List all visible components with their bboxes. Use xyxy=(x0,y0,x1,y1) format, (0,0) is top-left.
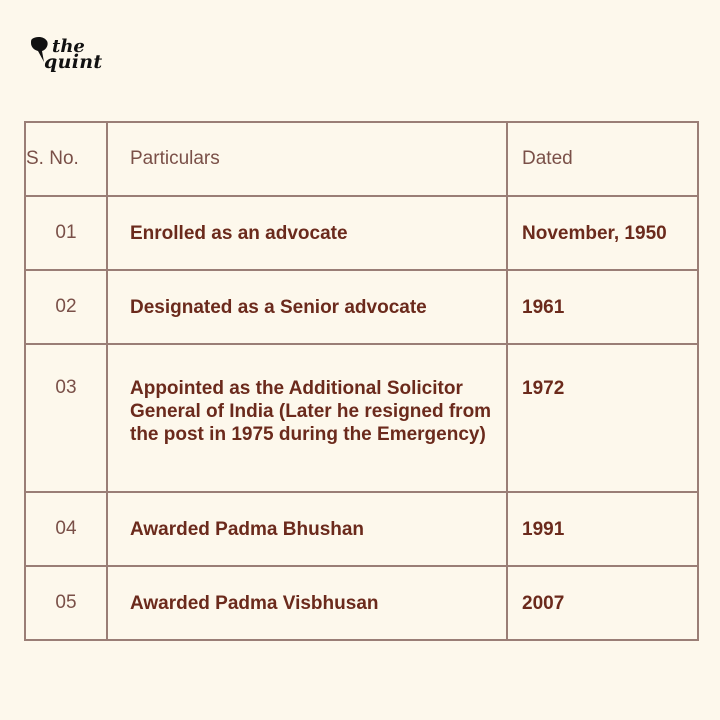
serial-number-cell: 05 xyxy=(25,566,107,640)
table-row xyxy=(25,196,698,270)
serial-number-text: 03 xyxy=(55,377,77,398)
the-quint-logo xyxy=(30,36,110,78)
dated-cell: 1991 xyxy=(507,492,698,566)
table-header-row xyxy=(25,122,698,196)
dated-cell: November, 1950 xyxy=(507,196,698,270)
particulars-cell: Awarded Padma Bhushan xyxy=(107,492,507,566)
particulars-text: Appointed as the Additional Solicitor General of India (Later he resigned from the post in 1975 during the Emergency) xyxy=(130,378,492,445)
particulars-cell xyxy=(107,344,507,492)
dated-cell: 1961 xyxy=(507,270,698,344)
particulars-cell: Awarded Padma Visbhusan xyxy=(107,566,507,640)
serial-number-cell: 01 xyxy=(25,196,107,270)
header-serial-number: S. No. xyxy=(25,122,107,196)
header-particulars: Particulars xyxy=(107,122,507,196)
table-row xyxy=(25,270,698,344)
career-timeline-table xyxy=(24,121,699,641)
particulars-cell: Designated as a Senior advocate xyxy=(107,270,507,344)
dated-cell xyxy=(507,344,698,492)
particulars-cell: Enrolled as an advocate xyxy=(107,196,507,270)
table-row xyxy=(25,344,698,492)
dated-text: 1972 xyxy=(522,378,565,399)
table-row xyxy=(25,492,698,566)
serial-number-cell xyxy=(25,344,107,492)
serial-number-cell: 02 xyxy=(25,270,107,344)
logo-word-quint: quint xyxy=(44,51,103,73)
dated-cell: 2007 xyxy=(507,566,698,640)
header-dated: Dated xyxy=(507,122,698,196)
serial-number-cell: 04 xyxy=(25,492,107,566)
logo-word-the: the xyxy=(52,36,85,57)
table-row xyxy=(25,566,698,640)
